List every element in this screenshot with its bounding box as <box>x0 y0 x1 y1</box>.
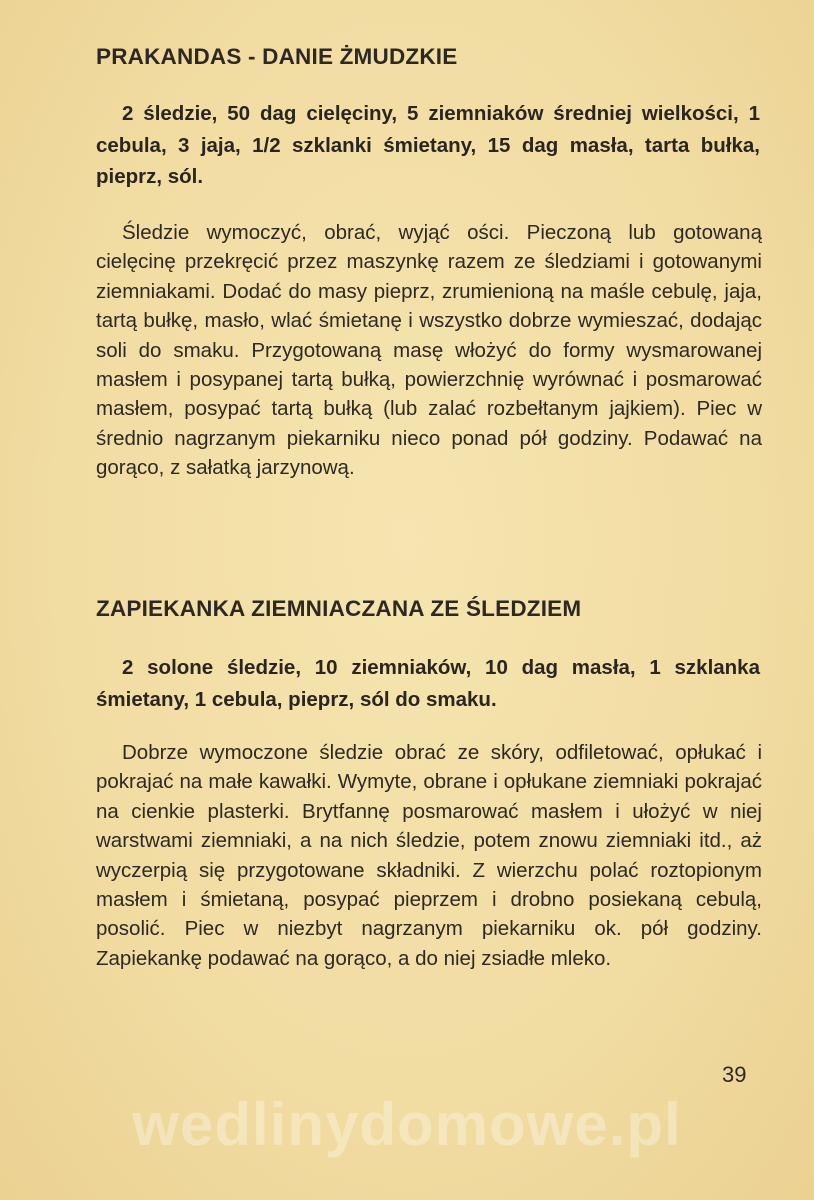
recipe-method: Śledzie wymoczyć, obrać, wyjąć ości. Pieczoną lub gotowaną cielęcinę przekręcić przez maszynkę razem ze śledziami i gotowanymi ziemniakami. Dodać do masy pieprz, zrumienioną na maśle cebulę, jaja, tartą bułkę, masło, wlać śmietanę i wszystko dobrze wymieszać, dodając soli do smaku. Przygotowaną masę włożyć do formy wysmarowanej masłem i posypanej tartą bułką, powierzchnię wyrównać i posmarować masłem, posypać tartą bułką (lub zalać rozbełtanym jajkiem). Piec w średnio nagrzanym piekarniku nieco ponad pół godziny. Podawać na gorąco, z sałatką jarzynową. <box>96 221 762 480</box>
recipe-method: Dobrze wymoczone śledzie obrać ze skóry, odfiletować, opłukać i pokrajać na małe kawałki. Wymyte, obrane i opłukane ziemniaki pokrajać na cienkie plasterki. Brytfannę posmarować masłem i ułożyć w niej warstwami ziemniaki, a na nich śledzie, potem znowu ziemniaki itd., aż wyczerpią się przygotowane składniki. Z wierzchu polać roztopionym masłem i śmietaną, posypać pieprzem i drobno posiekaną cebulą, posolić. Piec w niezbyt nagrzanym piekarniku ok. pół godziny. Zapiekankę podawać na gorąco, a do niej zsiadłe mleko. <box>96 741 762 970</box>
recipe-title: PRAKANDAS - DANIE ŻMUDZKIE <box>96 44 458 69</box>
page-number: 39 <box>722 1062 747 1087</box>
recipe-ingredients: 2 solone śledzie, 10 ziemniaków, 10 dag masła, 1 szklanka śmietany, 1 cebula, pieprz, sól do smaku. <box>96 656 760 711</box>
watermark: wedlinydomowe.pl <box>132 1091 682 1158</box>
recipe-title: ZAPIEKANKA ZIEMNIACZANA ZE ŚLEDZIEM <box>96 596 582 621</box>
recipe-ingredients: 2 śledzie, 50 dag cielęciny, 5 ziemniaków średniej wielkości, 1 cebula, 3 jaja, 1/2 szklanki śmietany, 15 dag masła, tarta bułka, pieprz, sól. <box>96 102 760 188</box>
